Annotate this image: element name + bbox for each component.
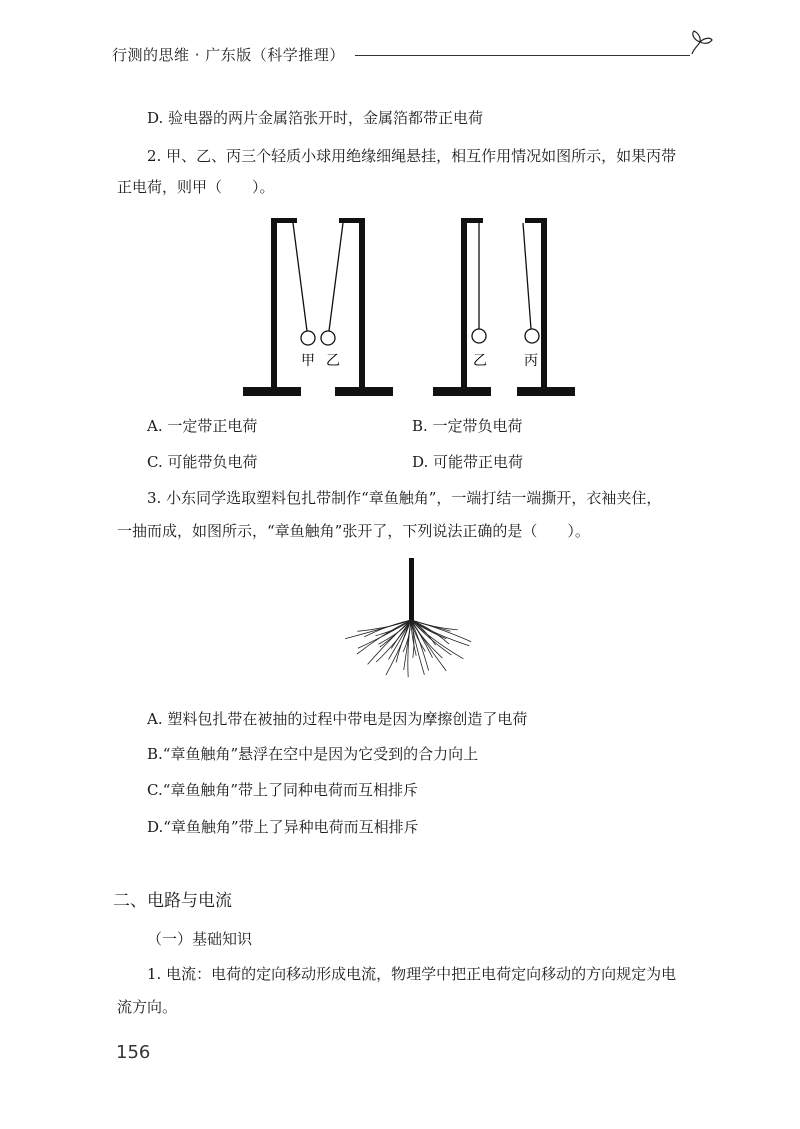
q2-option-b: B. 一定带负电荷	[412, 417, 523, 435]
ball-jia	[301, 331, 315, 345]
q2-pendulum-figure	[235, 215, 580, 400]
ball-yi-right	[472, 329, 486, 343]
q3-stem-line2: 一抽而成，如图所示，“章鱼触角”张开了，下列说法正确的是（ ）。	[117, 522, 590, 540]
sprout-icon	[688, 28, 714, 56]
string-bing	[523, 223, 531, 329]
current-definition-line2: 流方向。	[117, 998, 178, 1016]
string-yi-left	[329, 223, 343, 331]
q3-option-c: C.“章鱼触角”带上了同种电荷而互相排斥	[147, 781, 419, 799]
page-number: 156	[116, 1042, 151, 1063]
header-rule	[355, 55, 690, 56]
q3-option-b: B.“章鱼触角”悬浮在空中是因为它受到的合力向上	[147, 745, 479, 763]
q1-option-d: D. 验电器的两片金属箔张开时，金属箔都带正电荷	[147, 109, 484, 127]
section-title-circuits: 二、电路与电流	[113, 891, 232, 911]
q3-stem-line1: 3. 小东同学选取塑料包扎带制作“章鱼触角”，一端打结一端撕开，衣袖夹住，	[147, 489, 662, 507]
octopus-tentacles-figure	[345, 556, 485, 696]
q2-option-d: D. 可能带正电荷	[412, 453, 524, 471]
current-definition-line1: 1. 电流：电荷的定向移动形成电流，物理学中把正电荷定向移动的方向规定为电	[147, 965, 677, 983]
right-stand	[433, 218, 575, 396]
label-bing: 丙	[524, 353, 538, 369]
q2-stem-line1: 2. 甲、乙、丙三个轻质小球用绝缘细绳悬挂，相互作用情况如图所示，如果丙带	[147, 147, 677, 165]
running-header-title: 行测的思维 · 广东版（科学推理）	[112, 46, 345, 64]
q2-stem-line2: 正电荷，则甲（ ）。	[117, 178, 275, 196]
q3-option-d: D.“章鱼触角”带上了异种电荷而互相排斥	[147, 818, 419, 836]
q2-option-c: C. 可能带负电荷	[147, 453, 258, 471]
ball-yi-left	[321, 331, 335, 345]
string-jia	[293, 223, 307, 331]
q3-option-a: A. 塑料包扎带在被抽的过程中带电是因为摩擦创造了电荷	[147, 710, 528, 728]
label-jia: 甲	[301, 353, 315, 369]
ball-bing	[525, 329, 539, 343]
q2-option-a: A. 一定带正电荷	[147, 417, 258, 435]
subsection-basics: （一）基础知识	[147, 930, 253, 948]
tentacle-handle	[409, 558, 414, 624]
left-stand	[243, 218, 393, 396]
tentacle-strands	[345, 620, 471, 677]
label-yi-left: 乙	[326, 353, 340, 369]
label-yi-right: 乙	[473, 353, 487, 369]
